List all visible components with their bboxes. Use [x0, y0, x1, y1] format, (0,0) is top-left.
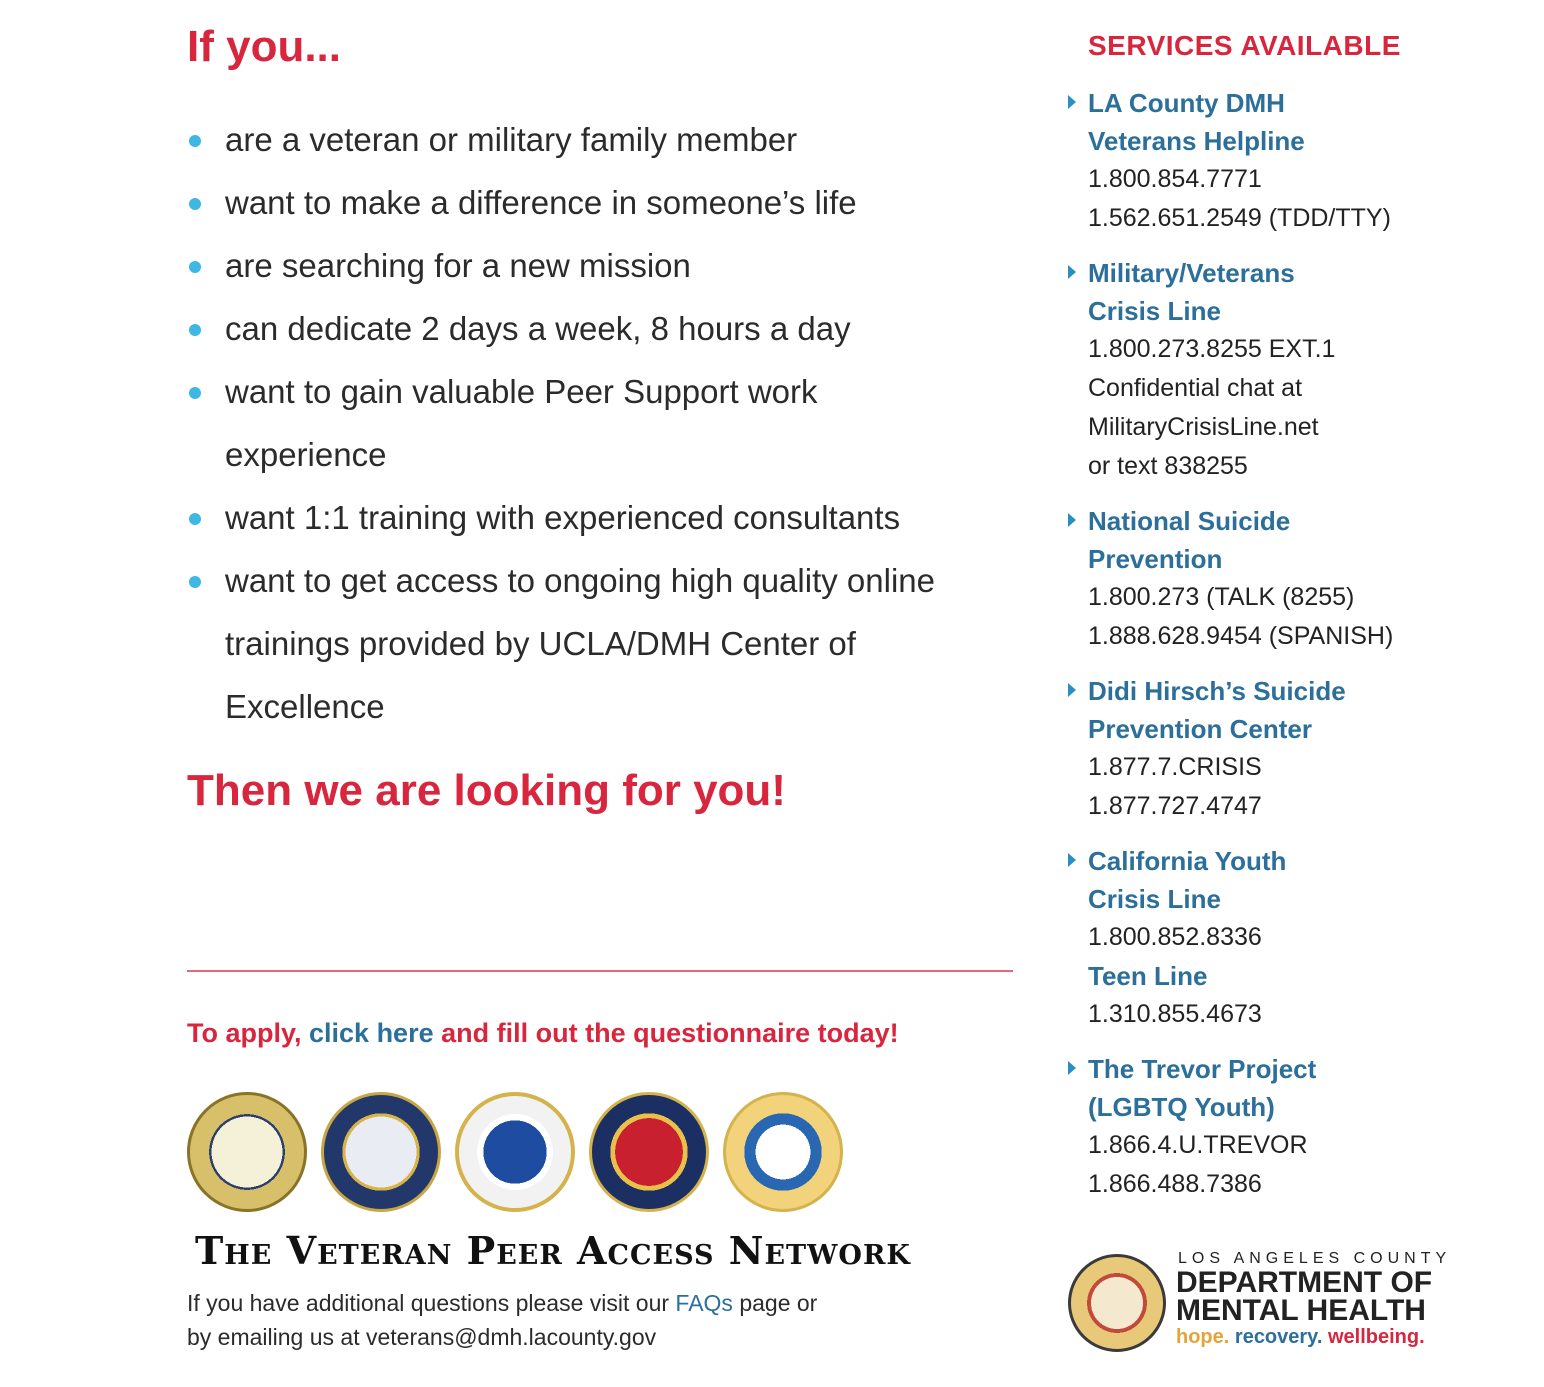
qualifications-list — [187, 108, 1007, 738]
qualification-text: are a veteran or military family member — [225, 121, 798, 158]
qualification-text: are searching for a new mission — [225, 247, 691, 284]
dmh-tagline — [1176, 1326, 1425, 1349]
dmh-dept-line-2: MENTAL HEALTH — [1176, 1294, 1426, 1327]
dmh-dept-line-1: DEPARTMENT OF — [1176, 1266, 1433, 1299]
list-item — [187, 108, 1007, 171]
qualification-text: want to gain valuable Peer Support work experience — [225, 373, 818, 473]
service-subname[interactable]: Teen Line — [1088, 961, 1208, 991]
service-name[interactable]: Prevention — [1088, 544, 1223, 574]
bullet-icon — [189, 513, 201, 525]
air-force-seal-icon — [455, 1092, 575, 1212]
arrow-right-icon — [1068, 853, 1076, 867]
bullet-icon — [189, 198, 201, 210]
service-phone: 1.866.4.U.TREVOR — [1088, 1131, 1308, 1159]
service-detail: Confidential chat at — [1088, 374, 1303, 402]
service-name[interactable]: Military/Veterans — [1088, 258, 1295, 288]
bullet-icon — [189, 576, 201, 588]
call-to-action: Then we are looking for you! — [187, 766, 786, 815]
bullet-icon — [189, 261, 201, 273]
tagline-wellbeing: wellbeing. — [1327, 1326, 1425, 1348]
service-name[interactable]: Didi Hirsch’s Suicide — [1088, 676, 1346, 706]
services-title: SERVICES AVAILABLE — [1088, 30, 1401, 61]
service-item — [1068, 672, 1508, 826]
apply-text — [187, 1018, 899, 1049]
bullet-icon — [189, 324, 201, 336]
page-heading: If you... — [187, 22, 341, 71]
navy-seal-icon — [321, 1092, 441, 1212]
contact-info — [187, 1286, 817, 1354]
service-name[interactable]: Crisis Line — [1088, 296, 1221, 326]
service-detail: MilitaryCrisisLine.net — [1088, 413, 1319, 441]
list-item — [187, 486, 1007, 549]
arrow-right-icon — [1068, 1061, 1076, 1075]
contact-line-1 — [187, 1286, 817, 1320]
service-phone: 1.800.273 (TALK (8255) — [1088, 583, 1355, 611]
service-name[interactable]: California Youth — [1088, 846, 1287, 876]
dmh-county: LOS ANGELES COUNTY — [1178, 1250, 1452, 1267]
tagline-hope: hope. — [1176, 1326, 1230, 1348]
service-phone: 1.877.7.CRISIS — [1088, 753, 1262, 781]
arrow-right-icon — [1068, 265, 1076, 279]
qualification-text: can dedicate 2 days a week, 8 hours a day — [225, 310, 851, 347]
service-name[interactable]: (LGBTQ Youth) — [1088, 1092, 1275, 1122]
service-phone: 1.800.273.8255 EXT.1 — [1088, 335, 1336, 363]
service-item — [1068, 254, 1508, 486]
service-item — [1068, 84, 1508, 238]
service-name[interactable]: Veterans Helpline — [1088, 126, 1305, 156]
coast-guard-seal-icon — [723, 1092, 843, 1212]
service-phone: 1.888.628.9454 (SPANISH) — [1088, 622, 1394, 650]
contact-prefix: If you have additional questions please visit our — [187, 1290, 676, 1316]
list-item — [187, 549, 965, 738]
marine-corps-seal-icon — [589, 1092, 709, 1212]
faq-link[interactable]: FAQs — [675, 1290, 733, 1316]
service-name[interactable]: LA County DMH — [1088, 88, 1285, 118]
contact-line-2: by emailing us at veterans@dmh.lacounty.gov — [187, 1324, 657, 1350]
service-phone: 1.866.488.7386 — [1088, 1170, 1262, 1198]
service-item — [1068, 502, 1508, 656]
services-list — [1068, 84, 1508, 1220]
arrow-right-icon — [1068, 513, 1076, 527]
apply-link[interactable]: click here — [309, 1018, 434, 1048]
divider — [187, 970, 1013, 972]
apply-prefix: To apply, — [187, 1018, 310, 1048]
county-seal-icon — [1068, 1254, 1166, 1352]
arrow-right-icon — [1068, 683, 1076, 697]
qualification-text: want to make a difference in someone’s life — [225, 184, 857, 221]
qualification-text: want 1:1 training with experienced consultants — [225, 499, 901, 536]
service-name[interactable]: Prevention Center — [1088, 714, 1312, 744]
service-name[interactable]: The Trevor Project — [1088, 1054, 1317, 1084]
list-item — [187, 297, 1007, 360]
service-name[interactable]: National Suicide — [1088, 506, 1291, 536]
service-phone: 1.562.651.2549 (TDD/TTY) — [1088, 204, 1391, 232]
tagline-recovery: recovery. — [1234, 1326, 1323, 1348]
bullet-icon — [189, 135, 201, 147]
qualification-text: want to get access to ongoing high quality online trainings provided by UCLA/DMH Center of Excellence — [225, 562, 935, 725]
arrow-right-icon — [1068, 95, 1076, 109]
list-item — [187, 171, 1007, 234]
apply-suffix: and fill out the questionnaire today! — [433, 1018, 899, 1048]
contact-suffix: page or — [732, 1290, 818, 1316]
army-seal-icon — [187, 1092, 307, 1212]
service-phone: 1.877.727.4747 — [1088, 792, 1262, 820]
list-item — [187, 234, 1007, 297]
service-detail: or text 838255 — [1088, 452, 1248, 480]
service-phone: 1.800.854.7771 — [1088, 165, 1262, 193]
network-title: The Veteran Peer Access Network — [195, 1228, 911, 1273]
service-name[interactable]: Crisis Line — [1088, 884, 1221, 914]
bullet-icon — [189, 387, 201, 399]
service-item — [1068, 842, 1508, 1034]
service-phone: 1.310.855.4673 — [1088, 1000, 1262, 1028]
list-item — [187, 360, 845, 486]
dmh-logo — [1068, 1250, 1458, 1350]
military-seals — [187, 1092, 843, 1212]
service-phone: 1.800.852.8336 — [1088, 923, 1262, 951]
service-item — [1068, 1050, 1508, 1204]
